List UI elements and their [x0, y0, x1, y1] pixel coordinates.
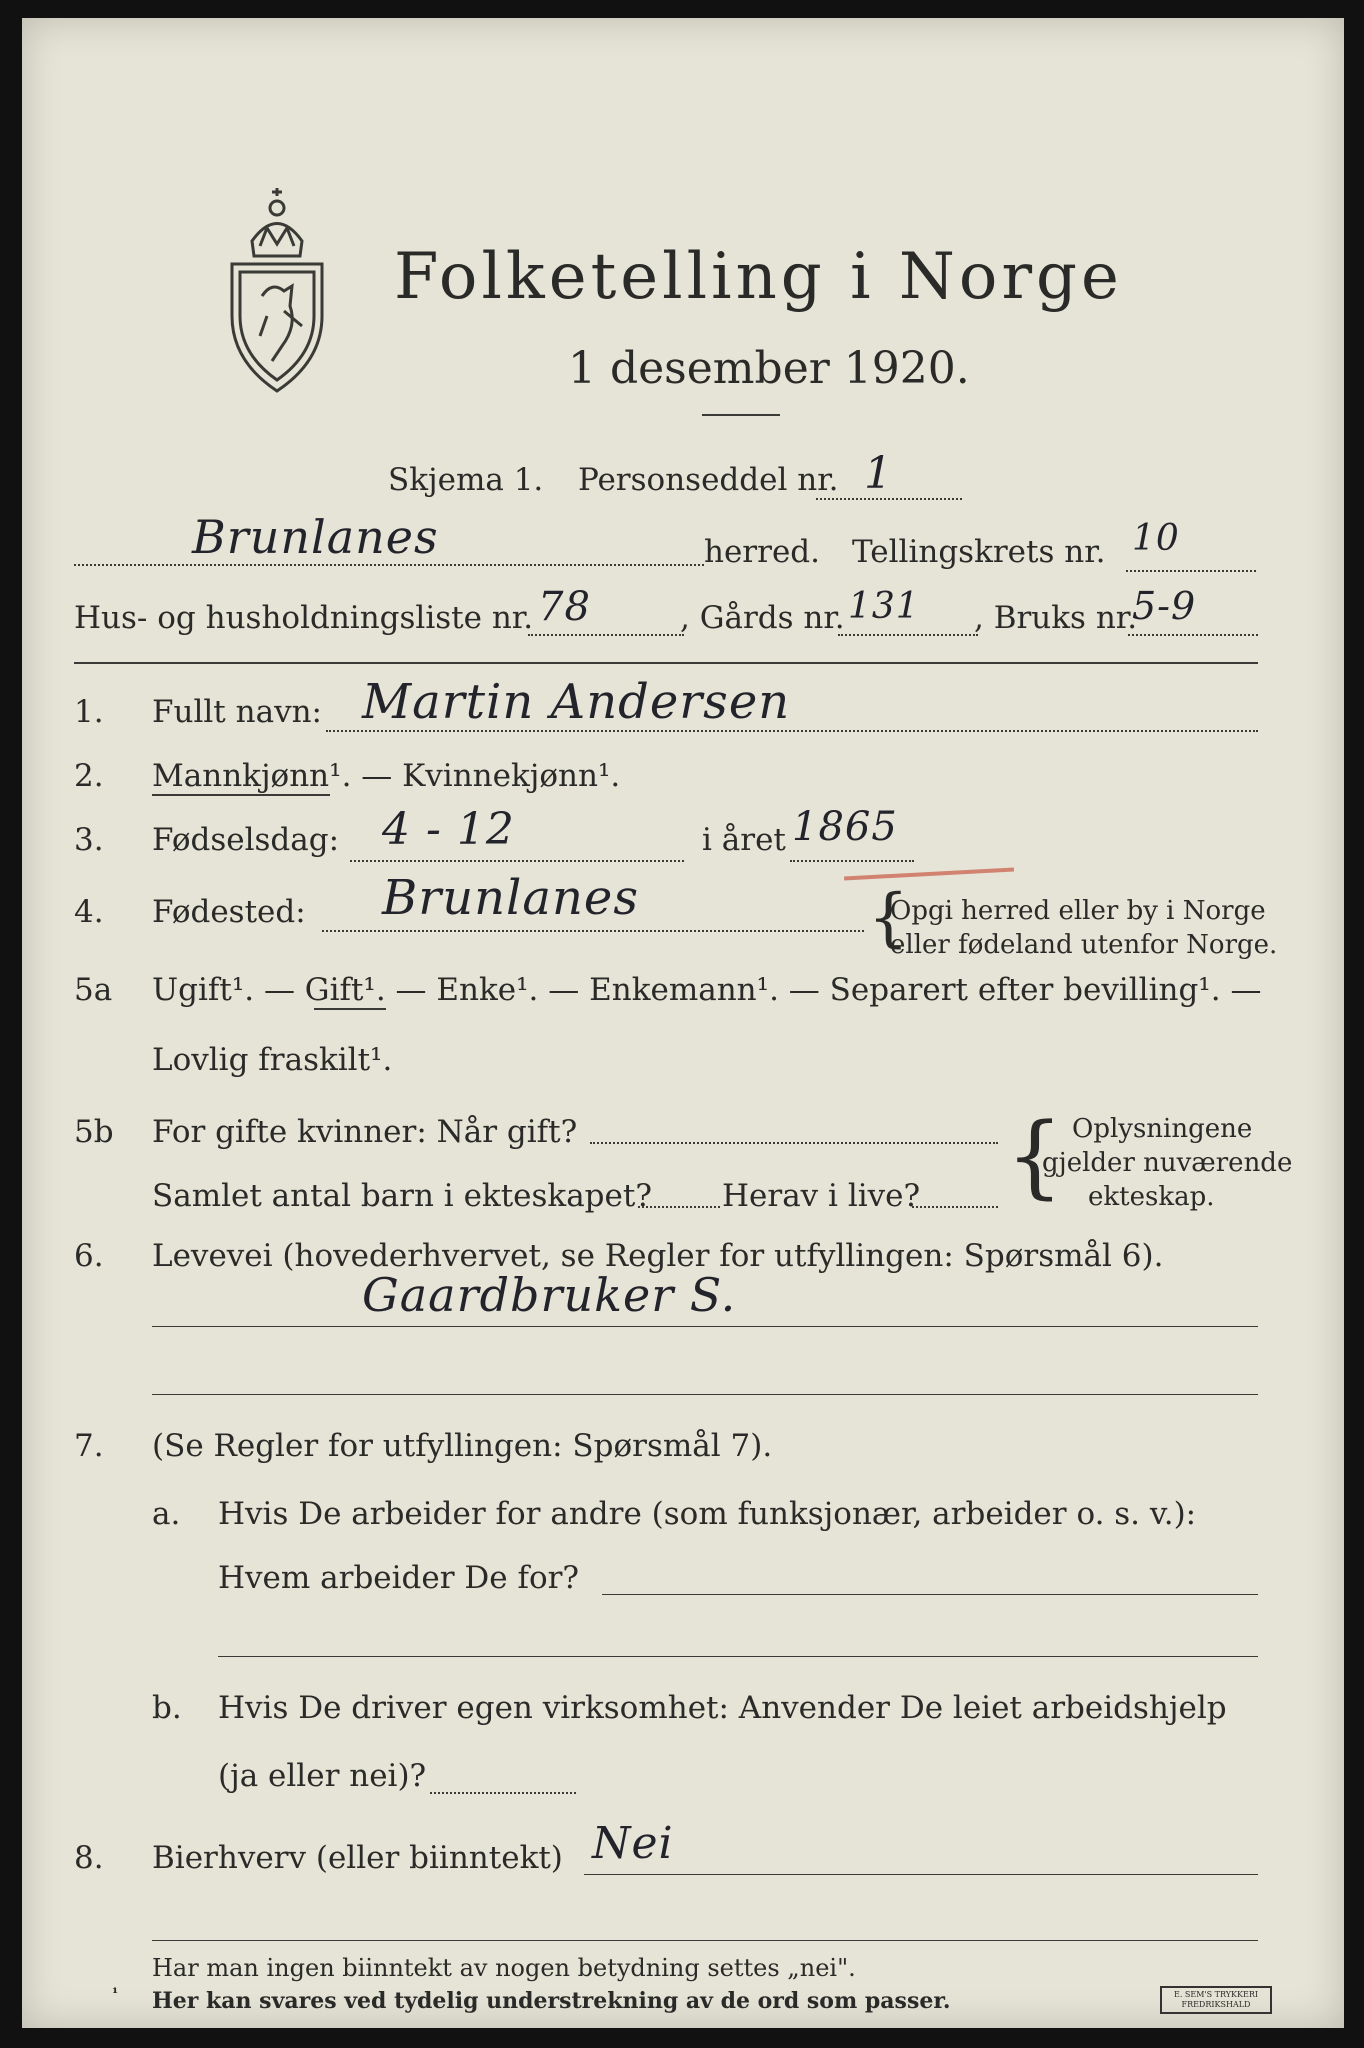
q7a-line2: Hvem arbeider De for? — [218, 1560, 580, 1596]
q5b-brace: { — [1006, 1104, 1064, 1209]
q1-value: Martin Andersen — [362, 674, 791, 730]
footnote-text: Her kan svares ved tydelig understrekning av de ord som passer. — [152, 1988, 951, 2014]
q3-year-label: i året — [702, 822, 786, 858]
q1-label: Fullt navn: — [152, 694, 322, 730]
q8-value: Nei — [592, 1818, 674, 1869]
q7b-letter: b. — [152, 1690, 182, 1726]
biinntekt-note: Har man ingen biinntekt av nogen betydning settes „nei". — [152, 1954, 856, 1982]
q7b-line2: (ja eller nei)? — [218, 1758, 427, 1794]
q4-value: Brunlanes — [382, 870, 639, 926]
skjema-label: Skjema 1. — [388, 462, 544, 498]
q5b-note2: gjelder nuværende — [1042, 1148, 1293, 1178]
bruks-value: 5-9 — [1132, 584, 1197, 628]
q3-number: 3. — [74, 822, 104, 858]
q5b-line2a: Samlet antal barn i ekteskapet? — [152, 1178, 652, 1214]
personseddel-label: Personseddel nr. — [578, 462, 839, 498]
q5b-number: 5b — [74, 1114, 114, 1150]
hus-value: 78 — [538, 584, 591, 630]
q5a-underline-gift — [314, 1008, 386, 1010]
q5b-note3: ekteskap. — [1088, 1182, 1215, 1212]
q5a-number: 5a — [74, 972, 113, 1008]
q4-note-line2: eller fødeland utenfor Norge. — [890, 930, 1278, 960]
title-divider — [702, 414, 780, 416]
tellingskrets-value: 10 — [1132, 518, 1180, 559]
q6-value: Gaardbruker S. — [362, 1268, 737, 1322]
q6-number: 6. — [74, 1238, 104, 1274]
census-form-page — [22, 18, 1344, 2028]
q8-label: Bierhverv (eller biinntekt) — [152, 1840, 563, 1876]
q5a-line1: Ugift¹. — Gift¹. — Enke¹. — Enkemann¹. — Separert efter bevilling¹. — — [152, 972, 1262, 1008]
coat-of-arms-icon — [222, 186, 332, 396]
q2-underline-mannkjonn — [152, 794, 330, 796]
gards-label: , Gårds nr. — [680, 600, 845, 636]
q4-number: 4. — [74, 894, 104, 930]
q5b-line1: For gifte kvinner: Når gift? — [152, 1114, 578, 1150]
q7a-line1: Hvis De arbeider for andre (som funksjonær, arbeider o. s. v.): — [218, 1496, 1197, 1532]
herred-label: herred. — [704, 534, 820, 570]
q6-label: Levevei (hovederhvervet, se Regler for utfyllingen: Spørsmål 6). — [152, 1238, 1164, 1274]
bruks-label: , Bruks nr. — [974, 600, 1138, 636]
q2-number: 2. — [74, 758, 104, 794]
q7a-letter: a. — [152, 1496, 181, 1532]
hus-label: Hus- og husholdningsliste nr. — [74, 600, 534, 636]
form-title: Folketelling i Norge — [394, 240, 1123, 314]
q5b-note1: Oplysningene — [1072, 1114, 1253, 1144]
q5b-line2b: Herav i live? — [722, 1178, 921, 1214]
footnote-mark: ¹ — [112, 1986, 119, 2002]
section-divider — [74, 662, 1258, 664]
gards-value: 131 — [848, 586, 920, 627]
q2-label: Mannkjønn¹. — Kvinnekjønn¹. — [152, 758, 621, 794]
q1-number: 1. — [74, 694, 104, 730]
q4-label: Fødested: — [152, 894, 306, 930]
q3-value: 4 - 12 — [382, 804, 515, 855]
q7-number: 7. — [74, 1428, 104, 1464]
q3-year-value: 1865 — [792, 804, 898, 850]
q4-brace: { — [868, 881, 909, 955]
herred-value: Brunlanes — [192, 510, 439, 564]
red-pencil-mark — [844, 868, 1014, 881]
form-date: 1 desember 1920. — [568, 343, 970, 394]
q7-label: (Se Regler for utfyllingen: Spørsmål 7). — [152, 1428, 773, 1464]
q4-note-line1: Opgi herred eller by i Norge — [890, 896, 1266, 926]
tellingskrets-label: Tellingskrets nr. — [852, 534, 1106, 570]
printer-stamp: E. SEM'S TRYKKERI FREDRIKSHALD — [1160, 1986, 1272, 2014]
q7b-line1: Hvis De driver egen virksomhet: Anvender De leiet arbeidshjelp — [218, 1690, 1227, 1726]
personseddel-value: 1 — [864, 448, 893, 499]
q8-number: 8. — [74, 1840, 104, 1876]
q3-label: Fødselsdag: — [152, 822, 340, 858]
q5a-line2: Lovlig fraskilt¹. — [152, 1042, 393, 1078]
